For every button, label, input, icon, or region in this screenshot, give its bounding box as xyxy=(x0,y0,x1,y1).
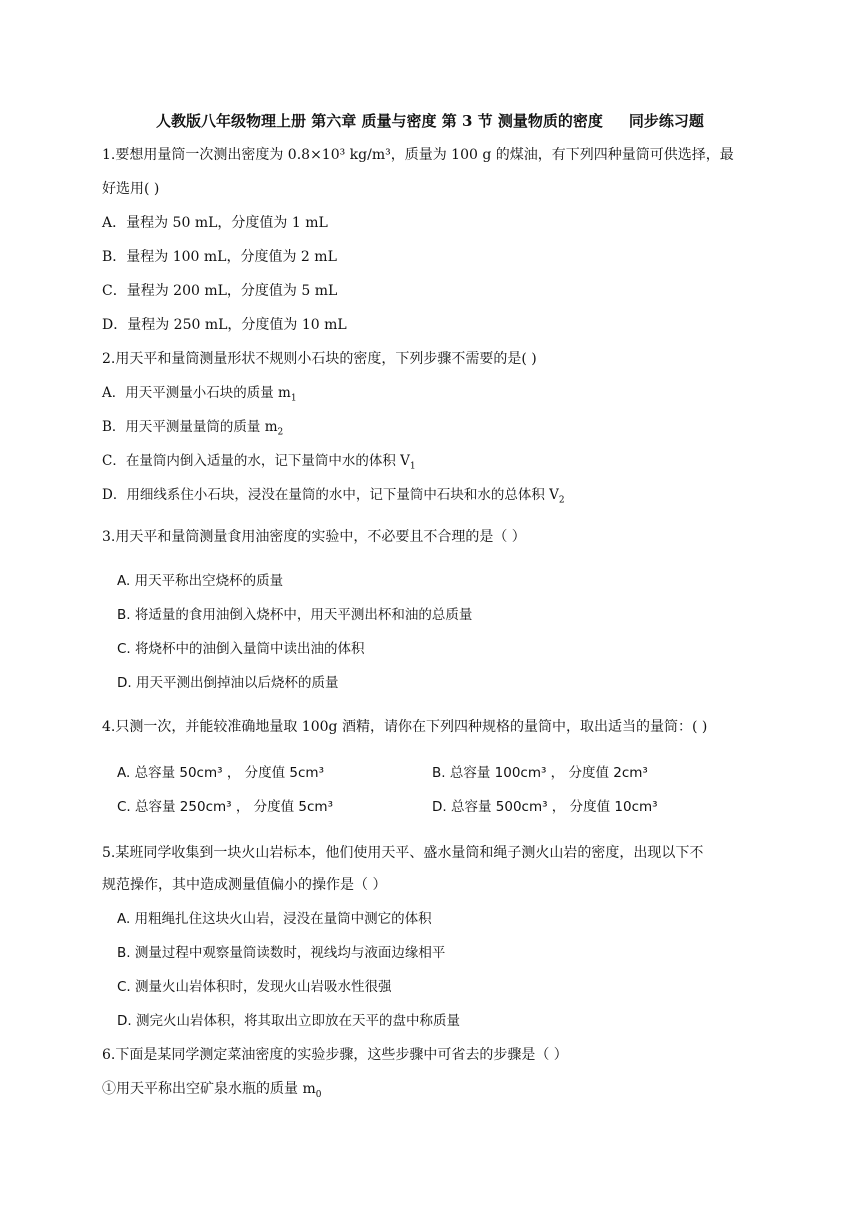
question-5-option-d: D. 测完火山岩体积，将其取出立即放在天平的盘中称质量 xyxy=(117,1013,460,1029)
question-3-option-c: C. 将烧杯中的油倒入量筒中读出油的体积 xyxy=(117,641,365,657)
question-2-option-b xyxy=(102,418,283,442)
question-4-stem: 4.只测一次，并能较准确地量取 100g 酒精，请你在下列四种规格的量筒中，取出适当的量筒：( ) xyxy=(102,719,708,735)
question-1-option-a: A．量程为 50 mL，分度值为 1 mL xyxy=(102,215,328,231)
page-title: 人教版八年级物理上册 第六章 质量与密度 第 3 节 测量物质的密度 同步练习题 xyxy=(156,112,704,130)
question-1-option-d: D．量程为 250 mL，分度值为 10 mL xyxy=(102,317,347,333)
question-2-option-b-text: B．用天平测量量筒的质量 m xyxy=(102,419,278,435)
question-4-option-b: B. 总容量 100cm³ ， 分度值 2cm³ xyxy=(432,765,648,781)
question-2-option-c-sub: 1 xyxy=(409,461,416,472)
question-2-option-c-text: C．在量筒内倒入适量的水，记下量筒中水的体积 V xyxy=(102,453,410,469)
question-1-option-c: C．量程为 200 mL，分度值为 5 mL xyxy=(102,283,338,299)
question-2-option-a-sub: 1 xyxy=(290,393,297,404)
question-2-option-d-text: D．用细线系住小石块，浸没在量筒的水中，记下量筒中石块和水的总体积 V xyxy=(102,487,559,503)
question-3-stem: 3.用天平和量筒测量食用油密度的实验中，不必要且不合理的是（ ） xyxy=(102,529,526,545)
question-2-stem: 2.用天平和量筒测量形状不规则小石块的密度，下列步骤不需要的是( ) xyxy=(102,351,537,367)
question-1-stem-line2: 好选用( ) xyxy=(102,181,160,197)
question-2-option-d xyxy=(102,486,565,510)
question-2-option-a-text: A．用天平测量小石块的质量 m xyxy=(102,385,291,401)
question-3-option-d: D. 用天平测出倒掉油以后烧杯的质量 xyxy=(117,675,339,691)
question-2-option-c xyxy=(102,452,416,476)
question-5-option-a: A. 用粗绳扎住这块火山岩，浸没在量筒中测它的体积 xyxy=(117,911,432,927)
question-5-option-b: B. 测量过程中观察量筒读数时，视线均与液面边缘相平 xyxy=(117,945,446,961)
question-6-step-1 xyxy=(102,1080,321,1104)
question-1-stem-line1: 1.要想用量筒一次测出密度为 0.8×10³ kg/m³，质量为 100 g 的煤油，有下列四种量筒可供选择，最 xyxy=(102,147,734,163)
question-5-stem-line2: 规范操作，其中造成测量值偏小的操作是（ ） xyxy=(102,877,387,893)
question-6-stem: 6.下面是某同学测定菜油密度的实验步骤，这些步骤中可省去的步骤是（ ） xyxy=(102,1047,568,1063)
question-2-option-d-sub: 2 xyxy=(558,495,565,506)
question-3-option-b: B. 将适量的食用油倒入烧杯中，用天平测出杯和油的总质量 xyxy=(117,607,473,623)
question-4-option-c: C. 总容量 250cm³ ， 分度值 5cm³ xyxy=(117,799,333,815)
question-5-option-c: C. 测量火山岩体积时，发现火山岩吸水性很强 xyxy=(117,979,392,995)
question-6-step-1-sub: 0 xyxy=(315,1089,322,1100)
question-6-step-1-text: ①用天平称出空矿泉水瓶的质量 m xyxy=(102,1081,316,1097)
question-3-option-a: A. 用天平称出空烧杯的质量 xyxy=(117,573,284,589)
question-2-option-a xyxy=(102,384,297,408)
question-4-option-a: A. 总容量 50cm³ ， 分度值 5cm³ xyxy=(117,765,324,781)
question-1-option-b: B．量程为 100 mL，分度值为 2 mL xyxy=(102,249,337,265)
question-5-stem-line1: 5.某班同学收集到一块火山岩标本，他们使用天平、盛水量筒和绳子测火山岩的密度，出现以下不 xyxy=(102,845,704,861)
question-2-option-b-sub: 2 xyxy=(277,427,284,438)
question-4-option-d: D. 总容量 500cm³ ， 分度值 10cm³ xyxy=(432,799,658,815)
